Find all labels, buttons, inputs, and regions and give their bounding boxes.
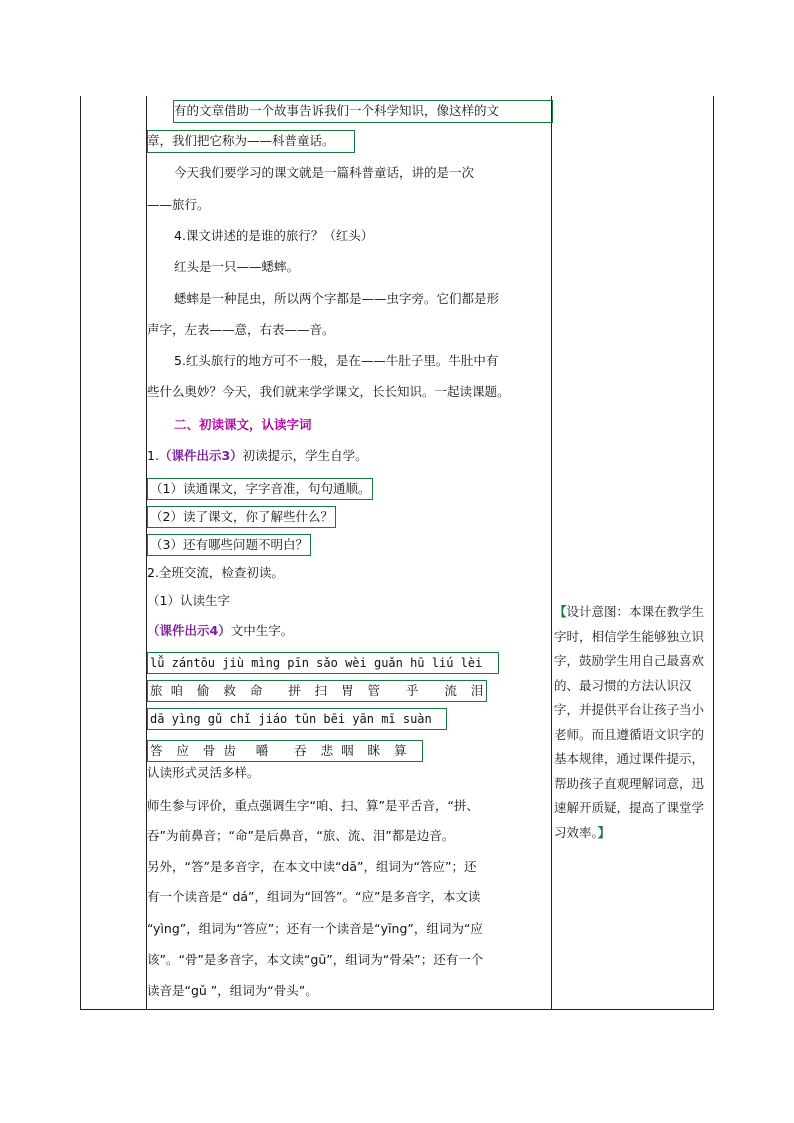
- characters-row-2: 答 应 骨 齿 嚼 吞 悲 咽 眯 算: [147, 736, 423, 766]
- pinyin-row-1: lǚ zántōu jiù mìng pīn sǎo wèi guǎn hū liú lèi: [147, 648, 499, 678]
- courseware-label: （课件出示3）: [158, 448, 243, 463]
- table-border-bottom: [80, 1009, 714, 1010]
- text-line: 读音是“gǔ ”，组词为“骨头”。: [147, 983, 318, 998]
- note-bracket-close: 】: [597, 824, 611, 840]
- text-line: 另外，“答”是多音字，在本文中读“dā”，组词为“答应”；还: [147, 859, 477, 874]
- reading-tip-3: （3）还有哪些问题不明白？: [147, 530, 311, 560]
- column-divider-2: [551, 96, 552, 1010]
- text-span: 文中生字。: [230, 623, 294, 638]
- text-line: 有的文章借助一个故事告诉我们一个科学知识，像这样的文: [174, 103, 500, 118]
- pinyin-row-2: dā yìng gǔ chǐ jiáo tūn bēi yān mī suàn: [147, 704, 447, 734]
- text-line: “yìng”，组词为“答应”；还有一个读音是“yīng”，组词为“应: [147, 921, 483, 936]
- text-line: 认读形式灵活多样。: [147, 765, 260, 780]
- note-bracket-open: 【: [554, 604, 567, 619]
- list-number: 1.: [147, 448, 159, 463]
- text-line: 4.课文讲述的是谁的旅行？（红头）: [174, 228, 374, 243]
- text-line: （1）认读生字: [147, 593, 230, 608]
- table-border-right: [713, 96, 714, 1010]
- reading-tip-2: （2）读了课文，你了解些什么？: [147, 502, 336, 532]
- note-text: 设计意图：本课在教学生字时，相信学生能够独立识字，鼓励学生用自己最喜欢的、最习惯的方法认识汉字，并提供平台让孩子当小老师。而且遵循语文识字的基本规律，通过课件提示，帮助孩子直观理解词意，迅速解开质疑，提高了课堂学习效率。: [554, 604, 705, 840]
- courseware-label: （课件出示4）: [147, 623, 231, 638]
- characters-row-1: 旅 咱 偷 救 命 拼 扫 胃 管 乎 流 泪: [147, 676, 487, 706]
- text-line: 该”。“骨”是多音字，本文读“gū”，组词为“骨朵”；还有一个: [147, 952, 484, 967]
- text-line: 有一个读音是“ dá”，组词为“回答”。“应”是多音字，本文读: [147, 889, 481, 904]
- text-line: 些什么奥妙？今天，我们就来学学课文，长长知识。一起读课题。: [147, 384, 510, 399]
- design-intent-note: [554, 600, 714, 845]
- text-line: 章，我们把它称为——科普童话。: [147, 133, 335, 148]
- text-line: 今天我们要学习的课文就是一篇科普童话，讲的是一次: [174, 165, 475, 180]
- text-line: 师生参与评价，重点强调生字“咱、扫、算”是平舌音，“拼、: [147, 798, 479, 813]
- text-line: [147, 441, 368, 471]
- section-heading: 二、初读课文，认读字词: [174, 417, 312, 432]
- text-span: 初读提示，学生自学。: [242, 448, 368, 463]
- table-border-left: [80, 96, 81, 1010]
- text-line: 红头是一只——蟋蟀。: [174, 259, 300, 274]
- reading-tip-1: （1）读通课文，字字音准，句句通顺。: [147, 474, 373, 504]
- text-line: ——旅行。: [147, 197, 210, 212]
- text-line: 2.全班交流，检查初读。: [147, 565, 284, 580]
- text-line: [147, 616, 293, 646]
- text-line: 蟋蟀是一种昆虫，所以两个字都是——虫字旁。它们都是形: [174, 291, 500, 306]
- text-line: 吞”为前鼻音；“命”是后鼻音，“旅、流、泪”都是边音。: [147, 828, 455, 843]
- text-line: 5.红头旅行的地方可不一般，是在——牛肚子里。牛肚中有: [174, 353, 499, 368]
- text-line: 声字，左表——意，右表——音。: [147, 322, 335, 337]
